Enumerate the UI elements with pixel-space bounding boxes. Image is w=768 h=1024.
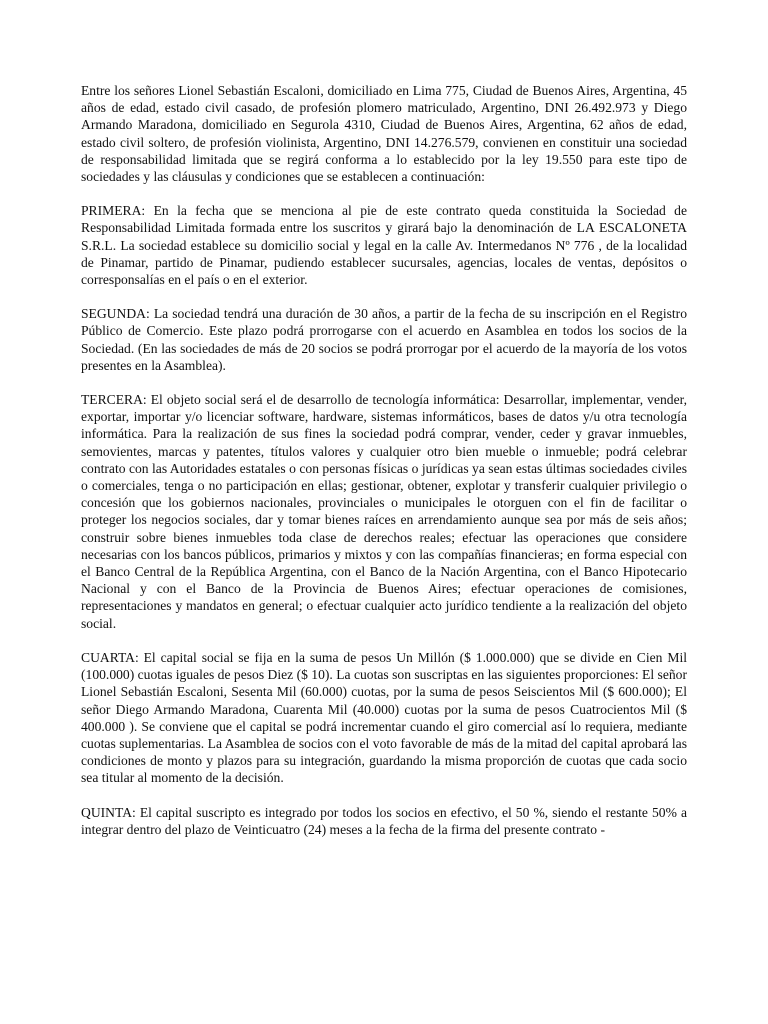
paragraph-primera: PRIMERA: En la fecha que se menciona al pie de este contrato queda constituida la Sociedad de Responsabilidad Limitada formada entre los suscritos y girará bajo la denominación de LA ESCALONETA S.R.L. La sociedad establece su domicilio social y legal en la calle Av. Intermedanos Nº 776 , de la localidad de Pinamar, partido de Pinamar, pudiendo establecer sucursales, agencias, locales de ventas, depósitos o corresponsalías en el país o en el exterior.: [81, 203, 687, 288]
document-body: [81, 82, 687, 855]
paragraph-cuarta: CUARTA: El capital social se fija en la suma de pesos Un Millón ($ 1.000.000) que se divide en Cien Mil (100.000) cuotas iguales de pesos Diez ($ 10). La cuotas son suscriptas en las siguientes proporciones: El señor Lionel Sebastián Escaloni, Sesenta Mil (60.000) cuotas, por la suma de pesos Seiscientos Mil ($ 600.000); El señor Diego Armando Maradona, Cuarenta Mil (40.000) cuotas por la suma de pesos Cuatrocientos Mil ($ 400.000 ). Se conviene que el capital se podrá incrementar cuando el giro comercial así lo requiera, mediante cuotas suplementarias. La Asamblea de socios con el voto favorable de más de la mitad del capital aprobará las condiciones de monto y plazos para su integración, guardando la misma proporción de cuotas que cada socio sea titular al momento de la decisión.: [81, 649, 687, 786]
paragraph-preamble: Entre los señores Lionel Sebastián Escaloni, domiciliado en Lima 775, Ciudad de Buenos Aires, Argentina, 45 años de edad, estado civil casado, de profesión plomero matriculado, Argentino, DNI 26.492.973 y Diego Armando Maradona, domiciliado en Segurola 4310, Ciudad de Buenos Aires, Argentina, 62 años de edad, estado civil soltero, de profesión violinista, Argentino, DNI 14.276.579, convienen en constituir una sociedad de responsabilidad limitada que se regirá conforma a lo establecido por la ley 19.550 para este tipo de sociedades y las cláusulas y condiciones que se establecen a continuación:: [81, 83, 687, 185]
paragraph-segunda: SEGUNDA: La sociedad tendrá una duración de 30 años, a partir de la fecha de su inscripción en el Registro Público de Comercio. Este plazo podrá prorrogarse con el acuerdo en Asamblea en todos los socios de la Sociedad. (En las sociedades de más de 20 socios se podrá prorrogar por el acuerdo de la mayoría de los votos presentes en la Asamblea).: [81, 306, 687, 373]
paragraph-tercera: TERCERA: El objeto social será el de desarrollo de tecnología informática: Desarrollar, implementar, vender, exportar, importar y/o licenciar software, hardware, sistemas informáticos, bases de datos y/u otra tecnología informática. Para la realización de sus fines la sociedad podrá comprar, vender, ceder y gravar inmuebles, semovientes, marcas y patentes, títulos valores y cualquier otro bien mueble o inmueble; podrá celebrar contrato con las Autoridades estatales o con personas físicas o jurídicas ya sean estas últimas sociedades civiles o comerciales, tenga o no participación en ellas; gestionar, obtener, explotar y transferir cualquier privilegio o concesión que los gobiernos nacionales, provinciales o municipales le otorguen con el fin de facilitar o proteger los negocios sociales, dar y tomar bienes raíces en arrendamiento aunque sea por más de seis años; construir sobre bienes inmuebles toda clase de derechos reales; efectuar las operaciones que considere necesarias con los bancos públicos, primarios y mixtos y con las compañías financieras; en forma especial con el Banco Central de la República Argentina, con el Banco de la Nación Argentina, con el Banco Hipotecario Nacional y con el Banco de la Provincia de Buenos Aires; efectuar operaciones de comisiones, representaciones y mandatos en general; o efectuar cualquier acto jurídico tendiente a la realización del objeto social.: [81, 392, 687, 631]
paragraph-quinta: QUINTA: El capital suscripto es integrado por todos los socios en efectivo, el 50 %, siendo el restante 50% a integrar dentro del plazo de Veinticuatro (24) meses a la fecha de la firma del presente contrato -: [81, 804, 687, 837]
